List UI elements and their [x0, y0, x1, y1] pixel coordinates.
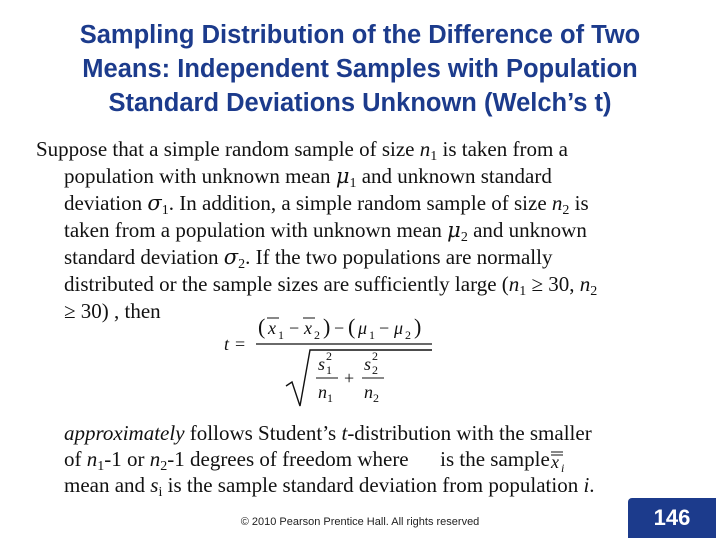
- conclusion-line-1: approximately follows Student’s t-distribution with the smaller: [64, 421, 592, 445]
- svg-text:): ): [323, 314, 331, 339]
- svg-text:+: +: [344, 368, 355, 388]
- svg-text:2: 2: [372, 349, 378, 363]
- svg-text:i: i: [561, 461, 565, 474]
- copyright-footer: © 2010 Pearson Prentice Hall. All rights reserved: [240, 516, 480, 528]
- svg-text:−: −: [379, 318, 390, 338]
- svg-text:2: 2: [373, 391, 379, 405]
- svg-text:2: 2: [326, 349, 332, 363]
- svg-text:μ: μ: [358, 318, 368, 338]
- paragraph-line-3: deviation $\sigma_1$. In addition, a simple random sample of size $n_2$ is: [64, 191, 589, 218]
- conclusion-line-3: mean and $s_i$ is the sample standard deviation from population i.: [64, 473, 595, 500]
- title-line-2: Means: Independent Samples with Population: [82, 55, 638, 83]
- svg-text:(: (: [258, 314, 266, 339]
- svg-text:1: 1: [369, 328, 375, 342]
- svg-text:n: n: [318, 382, 327, 402]
- svg-text:1: 1: [326, 363, 332, 377]
- svg-text:x: x: [551, 452, 559, 472]
- paragraph-line-2: population with unknown mean $\mu_1$ and unknown standard: [64, 164, 552, 191]
- slide-title: [20, 18, 700, 120]
- page-number-badge: 146: [628, 498, 716, 538]
- paragraph-line-7: ≥ 30) , then: [64, 299, 161, 323]
- x-bar-i-symbol: [548, 448, 572, 474]
- svg-text:1: 1: [327, 391, 333, 405]
- welch-t-formula: [222, 308, 452, 408]
- title-line-3: Standard Deviations Unknown (Welch’s t): [108, 89, 612, 117]
- svg-text:2: 2: [372, 363, 378, 377]
- svg-text:): ): [414, 314, 422, 339]
- svg-text:x: x: [304, 318, 312, 338]
- svg-text:=: =: [235, 334, 246, 354]
- svg-text:s: s: [318, 354, 326, 374]
- svg-text:1: 1: [278, 328, 284, 342]
- paragraph-line-1: Suppose that a simple random sample of size $n_1$ is taken from a: [36, 137, 568, 164]
- svg-text:x: x: [268, 318, 276, 338]
- paragraph-line-6: distributed or the sample sizes are sufficiently large ($n_1 \ge 30$, $n_2$: [64, 272, 598, 299]
- conclusion-line-2: of $n_1-1$ or $n_2-1$ degrees of freedom where is the sample: [64, 447, 550, 474]
- paragraph-line-4: taken from a population with unknown mean $\mu_2$ and unknown: [64, 218, 587, 245]
- svg-text:−: −: [334, 318, 345, 338]
- svg-text:n: n: [364, 382, 373, 402]
- title-line-1: Sampling Distribution of the Difference of Two: [79, 21, 641, 49]
- svg-text:(: (: [348, 314, 356, 339]
- svg-text:μ: μ: [394, 318, 404, 338]
- paragraph-line-5: standard deviation $\sigma_2$. If the two populations are normally: [64, 245, 553, 272]
- description-paragraph: [36, 136, 696, 325]
- svg-text:2: 2: [314, 328, 320, 342]
- svg-text:t: t: [224, 334, 230, 354]
- svg-text:2: 2: [405, 328, 411, 342]
- svg-text:−: −: [289, 318, 300, 338]
- svg-text:s: s: [364, 354, 372, 374]
- conclusion-paragraph: [64, 420, 704, 498]
